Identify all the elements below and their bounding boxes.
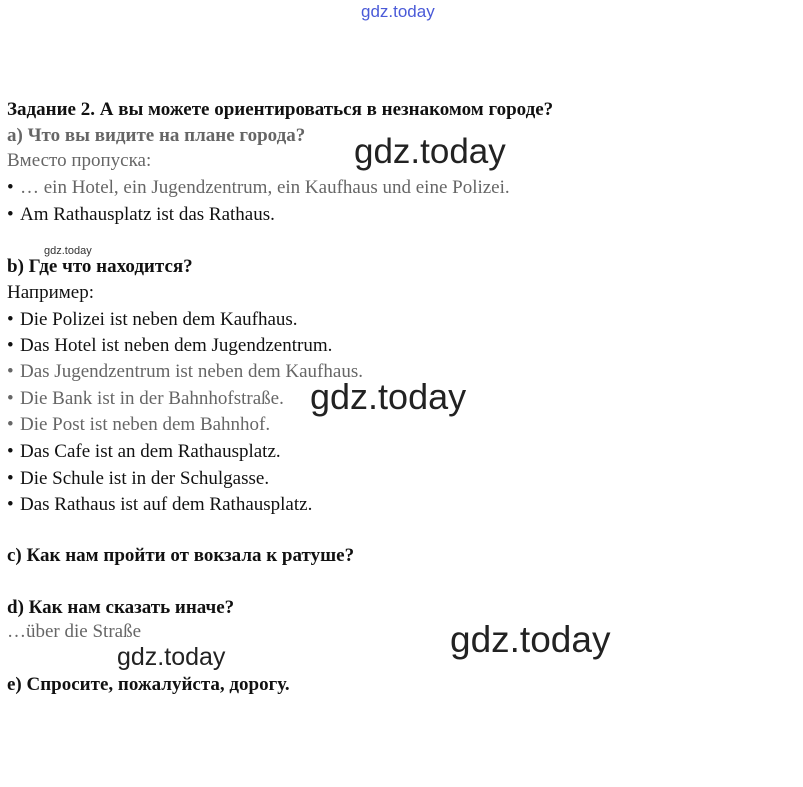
- bullet-icon: •: [7, 388, 14, 409]
- task-title: Задание 2. А вы можете ориентироваться в незнакомом городе?: [7, 99, 554, 120]
- section-b-heading: b) Где что находится?: [7, 256, 193, 277]
- section-c-heading: c) Как нам пройти от вокзала к ратуше?: [7, 545, 355, 566]
- section-a-heading: a) Что вы видите на плане города?: [7, 125, 306, 146]
- watermark-small: gdz.today: [44, 245, 92, 257]
- bullet-icon: •: [7, 441, 14, 462]
- list-item: • … ein Hotel, ein Jugendzentrum, ein Kaufhaus und eine Polizei.: [7, 177, 510, 198]
- section-d-heading: d) Как нам сказать иначе?: [7, 597, 235, 618]
- watermark: gdz.today: [450, 619, 611, 660]
- list-item: • Das Hotel ist neben dem Jugendzentrum.: [7, 335, 333, 356]
- watermark: gdz.today: [354, 132, 506, 171]
- bullet-icon: •: [7, 414, 14, 435]
- bullet-icon: •: [7, 177, 14, 198]
- bullet-icon: •: [7, 494, 14, 515]
- list-item: • Am Rathausplatz ist das Rathaus.: [7, 204, 275, 225]
- watermark-top: gdz.today: [361, 2, 435, 21]
- bullet-icon: •: [7, 468, 14, 489]
- bullet-icon: •: [7, 335, 14, 356]
- list-item: • Die Post ist neben dem Bahnhof.: [7, 414, 271, 435]
- list-item: • Das Jugendzentrum ist neben dem Kaufhaus.: [7, 361, 363, 382]
- bullet-icon: •: [7, 309, 14, 330]
- section-b-intro: Например:: [7, 282, 94, 303]
- bullet-icon: •: [7, 361, 14, 382]
- list-item: • Die Schule ist in der Schulgasse.: [7, 468, 270, 489]
- watermark: gdz.today: [117, 643, 226, 671]
- list-item: • Die Polizei ist neben dem Kaufhaus.: [7, 309, 298, 330]
- bullet-icon: •: [7, 204, 14, 225]
- section-a-intro: Вместо пропуска:: [7, 150, 152, 171]
- list-item: • Das Cafe ist an dem Rathausplatz.: [7, 441, 281, 462]
- section-d-text: …über die Straße: [7, 621, 142, 642]
- list-item: • Die Bank ist in der Bahnhofstraße.: [7, 388, 284, 409]
- list-item: • Das Rathaus ist auf dem Rathausplatz.: [7, 494, 313, 515]
- watermark: gdz.today: [310, 376, 467, 417]
- section-e-heading: e) Спросите, пожалуйста, дорогу.: [7, 674, 290, 695]
